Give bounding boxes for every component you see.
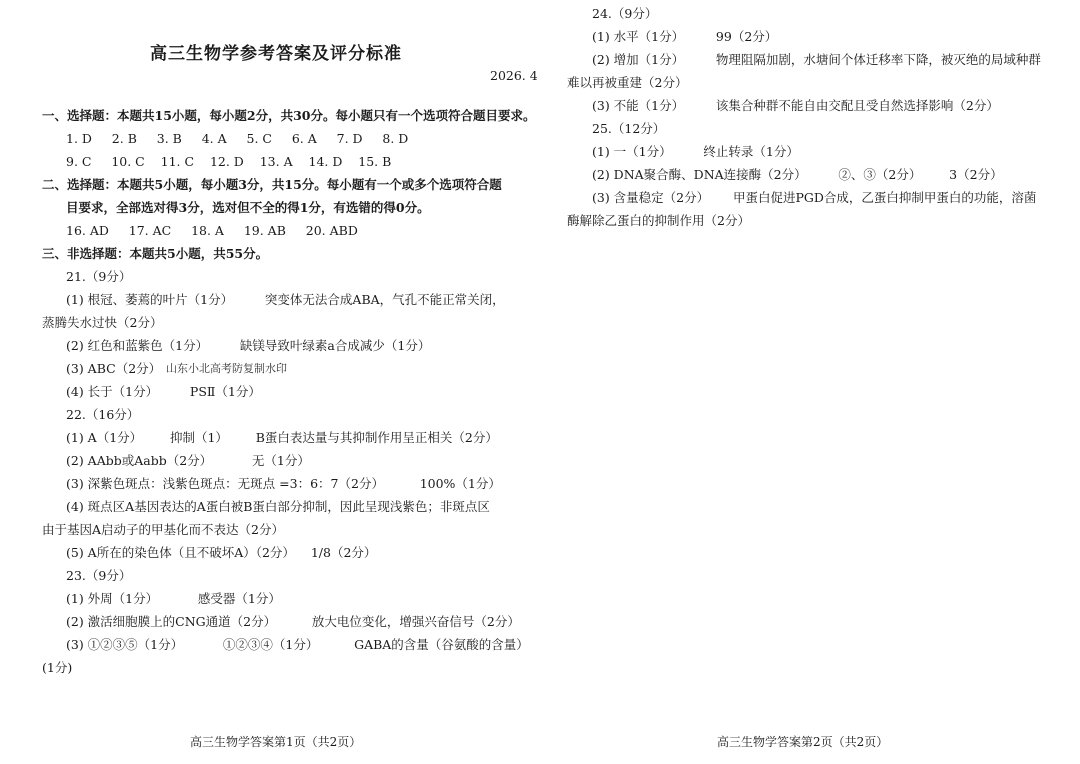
question-heading: 24.（9分） bbox=[592, 6, 658, 21]
page-title: 高三生物学参考答案及评分标准 bbox=[150, 44, 402, 64]
answer-line: 16. AD 17. AC 18. A 19. AB 20. ABD bbox=[66, 223, 358, 238]
answer-line: (2) 激活细胞膜上的CNG通道（2分） 放大电位变化，增强兴奋信号（2分） bbox=[66, 614, 520, 629]
question-heading: 22.（16分） bbox=[66, 407, 140, 422]
answer-line: (1) 一（1分） 终止转录（1分） bbox=[592, 144, 799, 159]
answer-line: (2) DNA聚合酶、DNA连接酶（2分） ②、③（2分） 3（2分） bbox=[592, 167, 1003, 182]
answer-line: (3) ①②③⑤（1分） ①②③④（1分） GABA的含量（谷氨酸的含量） bbox=[66, 637, 529, 652]
answer-line: (3) 含量稳定（2分） 甲蛋白促进PGD合成，乙蛋白抑制甲蛋白的功能，溶菌 bbox=[592, 190, 1037, 205]
page-footer: 高三生物学答案第2页（共2页） bbox=[717, 735, 889, 749]
answer-line: 难以再被重建（2分） bbox=[567, 75, 688, 90]
section-heading-cont: 目要求，全部选对得3分，选对但不全的得1分，有选错的得0分。 bbox=[66, 200, 430, 215]
section-heading: 三、非选择题：本题共5小题，共55分。 bbox=[42, 246, 269, 261]
answer-line: (3) 不能（1分） 该集合种群不能自由交配且受自然选择影响（2分） bbox=[592, 98, 999, 113]
answer-line: (1分) bbox=[42, 660, 73, 675]
answer-line: (2) 增加（1分） 物理阻隔加剧，水塘间个体迁移率下降，被灭绝的局域种群 bbox=[592, 52, 1041, 67]
answer-line: (1) A（1分） 抑制（1） B蛋白表达量与其抑制作用呈正相关（2分） bbox=[66, 430, 498, 445]
page-footer: 高三生物学答案第1页（共2页） bbox=[190, 735, 362, 749]
answer-line: (4) 长于（1分） PSⅡ（1分） bbox=[66, 384, 261, 399]
answer-line: (2) 红色和蓝紫色（1分） 缺镁导致叶绿素a合成减少（1分） bbox=[66, 338, 431, 353]
section-heading: 二、选择题：本题共5小题，每小题3分，共15分。每小题有一个或多个选项符合题 bbox=[42, 177, 502, 192]
answer-line: (4) 斑点区A基因表达的A蛋白被B蛋白部分抑制，因此呈现浅紫色；非斑点区 bbox=[66, 499, 490, 514]
answer-line: 9. C 10. C 11. C 12. D 13. A 14. D 15. B bbox=[66, 154, 392, 169]
question-heading: 25.（12分） bbox=[592, 121, 666, 136]
answer-line: 1. D 2. B 3. B 4. A 5. C 6. A 7. D 8. D bbox=[66, 131, 409, 146]
answer-line: 酶解除乙蛋白的抑制作用（2分） bbox=[567, 213, 750, 228]
answer-line: 由于基因A启动子的甲基化而不表达（2分） bbox=[42, 522, 284, 537]
answer-line: (1) 根冠、萎蔫的叶片（1分） 突变体无法合成ABA，气孔不能正常关闭， bbox=[66, 292, 505, 307]
section-heading: 一、选择题：本题共15小题，每小题2分，共30分。每小题只有一个选项符合题目要求。 bbox=[42, 108, 536, 123]
answer-line: (1) 水平（1分） 99（2分） bbox=[592, 29, 778, 44]
question-heading: 21.（9分） bbox=[66, 269, 132, 284]
question-heading: 23.（9分） bbox=[66, 568, 132, 583]
answer-line: (5) A所在的染色体（且不破坏A）（2分） 1/8（2分） bbox=[66, 545, 377, 560]
answer-page-2 bbox=[545, 0, 1080, 764]
answer-line: (3) ABC（2分） bbox=[66, 361, 162, 376]
answer-line: (3) 深紫色斑点：浅紫色斑点：无斑点 =3：6：7（2分） 100%（1分） bbox=[66, 476, 501, 491]
answer-line: (2) AAbb或Aabb（2分） 无（1分） bbox=[66, 453, 310, 468]
watermark-text: 山东小北高考防复制水印 bbox=[166, 362, 287, 375]
answer-line: (1) 外周（1分） 感受器（1分） bbox=[66, 591, 281, 606]
date: 2026. 4 bbox=[490, 68, 538, 83]
answer-line: 蒸腾失水过快（2分） bbox=[42, 315, 163, 330]
